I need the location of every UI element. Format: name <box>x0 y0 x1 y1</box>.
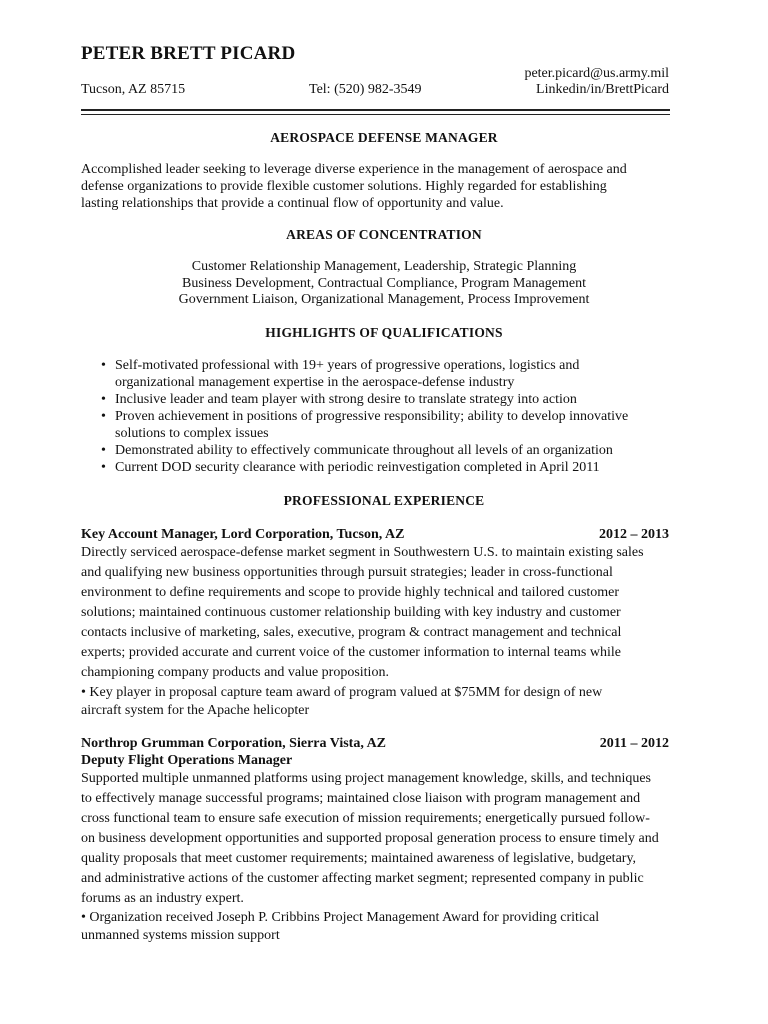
job-line: Directly serviced aerospace-defense market segment in Southwestern U.S. to maintain existing sales <box>81 545 644 560</box>
concentration-title: AREAS OF CONCENTRATION <box>286 227 482 242</box>
job-dates: 2011 – 2012 <box>599 736 669 751</box>
highlight-line: • Self-motivated professional with 19+ years of progressive operations, logistics and <box>115 358 580 373</box>
job-line: and administrative actions of the customer affecting market segment; represented company in public <box>81 871 644 886</box>
highlight-line: • Current DOD security clearance with periodic reinvestigation completed in April 2011 <box>115 460 600 475</box>
concentration-line: Customer Relationship Management, Leadership, Strategic Planning <box>191 259 577 274</box>
job-subtitle: Deputy Flight Operations Manager <box>81 753 293 768</box>
highlights-title: HIGHLIGHTS OF QUALIFICATIONS <box>265 325 503 340</box>
highlight-line: • Inclusive leader and team player with strong desire to translate strategy into action <box>115 392 577 407</box>
header-rule-thick <box>81 109 670 111</box>
objective-line: defense organizations to provide flexible customer solutions. Highly regarded for establishing <box>81 179 607 194</box>
job-line: contacts inclusive of marketing, sales, executive, program & contract management and technical <box>81 625 622 640</box>
highlight-item <box>101 357 628 391</box>
experience-title: PROFESSIONAL EXPERIENCE <box>283 493 485 508</box>
job-line: to effectively manage successful programs; maintained close liaison with program management and <box>81 791 641 806</box>
highlight-line: organizational management expertise in the aerospace-defense industry <box>115 375 515 390</box>
candidate-name: PETER BRETT PICARD <box>81 43 296 64</box>
concentration-line: Government Liaison, Organizational Management, Process Improvement <box>178 292 590 308</box>
job-line: on business development opportunities and supported proposal generation process to ensure timely and <box>81 831 659 846</box>
job-line: championing company products and value proposition. <box>81 665 389 680</box>
highlight-item <box>101 391 628 408</box>
job-line: cross functional team to ensure safe execution of mission requirements; energetically pursued follow- <box>81 811 650 826</box>
achievement-line: aircraft system for the Apache helicopter <box>81 702 310 718</box>
highlight-line: solutions to complex issues <box>115 426 269 441</box>
objective-paragraph <box>81 161 681 212</box>
city: Tucson, AZ 85715 <box>81 82 186 97</box>
concentration-line: Business Development, Contractual Compliance, Program Management <box>182 275 586 291</box>
job-line: quality proposals that meet customer requirements; maintained awareness of legislative, budgetary, <box>81 851 637 866</box>
header-rule-thin <box>81 114 670 115</box>
job-line: forums as an industry expert. <box>81 891 244 906</box>
objective-line: lasting relationships that provide a continual flow of opportunity and value. <box>81 196 504 211</box>
job-line: solutions; maintained continuous customer relationship building with key industry and customer <box>81 605 621 620</box>
achievement-line: unmanned systems mission support <box>81 927 280 943</box>
job-heading: Key Account Manager, Lord Corporation, Tucson, AZ <box>81 527 405 542</box>
highlights-list <box>101 357 628 476</box>
job-achievement <box>81 684 602 719</box>
highlight-line: • Proven achievement in positions of progressive responsibility; ability to develop innovative <box>115 409 629 424</box>
job-description <box>81 769 706 909</box>
job-description <box>81 543 706 683</box>
highlight-line: • Demonstrated ability to effectively communicate throughout all levels of an organization <box>115 443 613 458</box>
job-heading: Northrop Grumman Corporation, Sierra Vista, AZ <box>81 736 387 751</box>
email[interactable]: peter.picard@us.army.mil <box>524 66 669 81</box>
highlight-item <box>101 459 628 476</box>
objective-line: Accomplished leader seeking to leverage diverse experience in the management of aerospace and <box>81 162 627 177</box>
highlight-item <box>101 408 628 442</box>
job-line: experts; provided accurate and current voice of the customer information to internal teams while <box>81 645 621 660</box>
linkedin[interactable]: Linkedin/in/BrettPicard <box>536 82 669 97</box>
phone: Tel: (520) 982-3549 <box>309 82 422 97</box>
job-line: environment to define requirements and scope to provide highly technical and tailored customer <box>81 585 620 600</box>
achievement-line: • Key player in proposal capture team award of program valued at $75MM for design of new <box>81 685 603 700</box>
job-line: Supported multiple unmanned platforms using project management knowledge, skills, and techniques <box>81 771 651 786</box>
job-achievement <box>81 909 599 944</box>
objective-title: AEROSPACE DEFENSE MANAGER <box>270 130 498 145</box>
job-line: and qualifying new business opportunities through pursuit strategies; leader in cross-functional <box>81 565 613 580</box>
job-dates: 2012 – 2013 <box>599 527 669 542</box>
highlight-item <box>101 442 628 459</box>
achievement-line: • Organization received Joseph P. Cribbins Project Management Award for providing critical <box>81 910 600 925</box>
concentration-list <box>0 259 768 309</box>
